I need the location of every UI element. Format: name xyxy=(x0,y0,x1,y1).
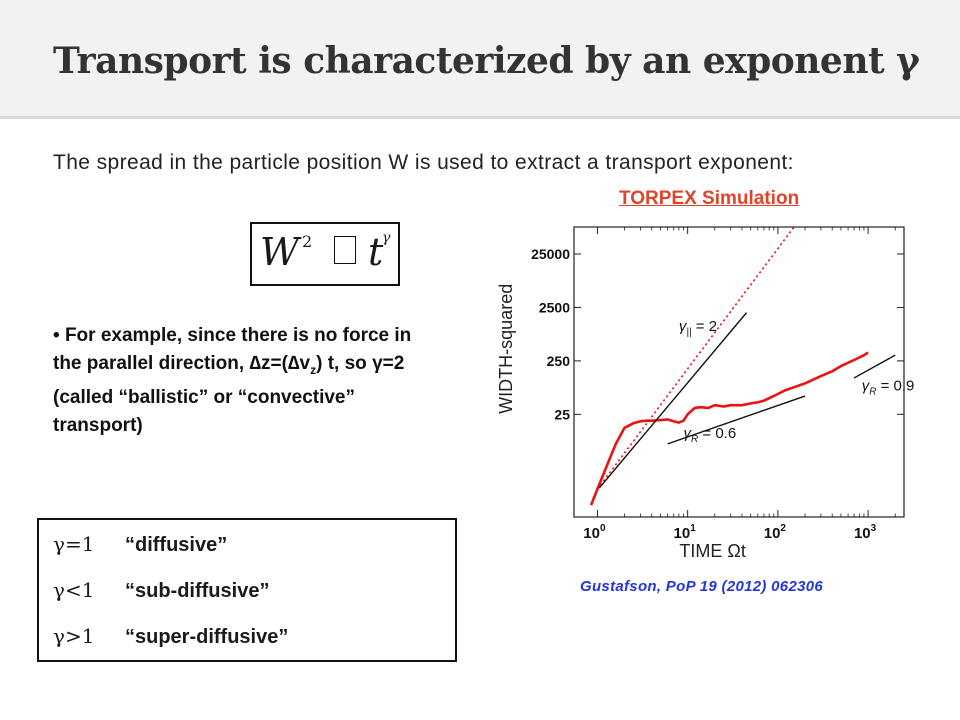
title-bar xyxy=(0,0,960,119)
gamma-symbol: γ>1 xyxy=(53,624,95,648)
gamma-row-sub-diffusive xyxy=(53,578,269,603)
y-tick-label: 25000 xyxy=(531,245,570,262)
gamma-desc: “sub-diffusive” xyxy=(125,580,270,602)
y-tick-label: 25 xyxy=(554,406,570,423)
chart-title: TORPEX Simulation xyxy=(619,188,800,209)
gamma-desc: “super-diffusive” xyxy=(125,626,289,648)
equation-exponent: γ xyxy=(382,230,391,246)
example-bullet: • For example, since there is no force in the parallel direction, $\Delta z=(\Delta v_z)$ t, so γ=2 (called “ballistic” or “convective” transport) xyxy=(53,325,412,436)
plot-frame xyxy=(574,227,904,517)
gamma-symbol: γ=1 xyxy=(53,532,95,556)
y-axis-label: WIDTH-squared xyxy=(496,283,516,414)
gamma-definitions-box xyxy=(37,518,457,662)
equation-power: 2 xyxy=(302,232,313,251)
gamma-row-super-diffusive xyxy=(53,624,288,649)
gamma-row-diffusive xyxy=(53,532,227,557)
x-tick-label: $10^1$ xyxy=(673,523,696,542)
x-tick-label: $10^2$ xyxy=(763,523,786,542)
reference-slope-label: $\gamma_R = 0.6$ xyxy=(683,425,737,446)
bullet-subscript: z xyxy=(310,362,317,377)
slide-title: Transport is characterized by an exponent γ xyxy=(53,40,920,82)
x-tick-label: $10^3$ xyxy=(853,523,877,542)
bullet-text-1: For example, since there is no force in the parallel direction, ∆z=(∆v xyxy=(53,325,412,374)
x-tick-label: $10^0$ xyxy=(583,523,606,542)
proportional-symbol-box xyxy=(334,236,356,264)
gamma-desc: “diffusive” xyxy=(125,534,228,556)
reference-slope-label: $\gamma_R = 0.9$ xyxy=(861,377,915,398)
y-tick-label: 250 xyxy=(546,352,570,369)
x-axis-label: TIME Ωt xyxy=(679,541,746,561)
intro-text: The spread in the particle position W is used to extract a transport exponent: xyxy=(53,151,794,174)
y-tick-label: 2500 xyxy=(538,299,570,316)
reference-slope-label: $\gamma_{||} = 2$ xyxy=(678,318,718,339)
equation-t: t xyxy=(368,230,384,274)
gamma-symbol: γ<1 xyxy=(53,578,95,602)
width-squared-chart xyxy=(490,215,915,561)
citation: Gustafson, PoP 19 (2012) 062306 xyxy=(580,578,824,595)
equation-w: W xyxy=(260,230,300,274)
equation-box xyxy=(250,222,400,286)
bullet-text-2: ) t, so γ=2 (called “ballistic” or “convective” transport) xyxy=(53,353,405,436)
